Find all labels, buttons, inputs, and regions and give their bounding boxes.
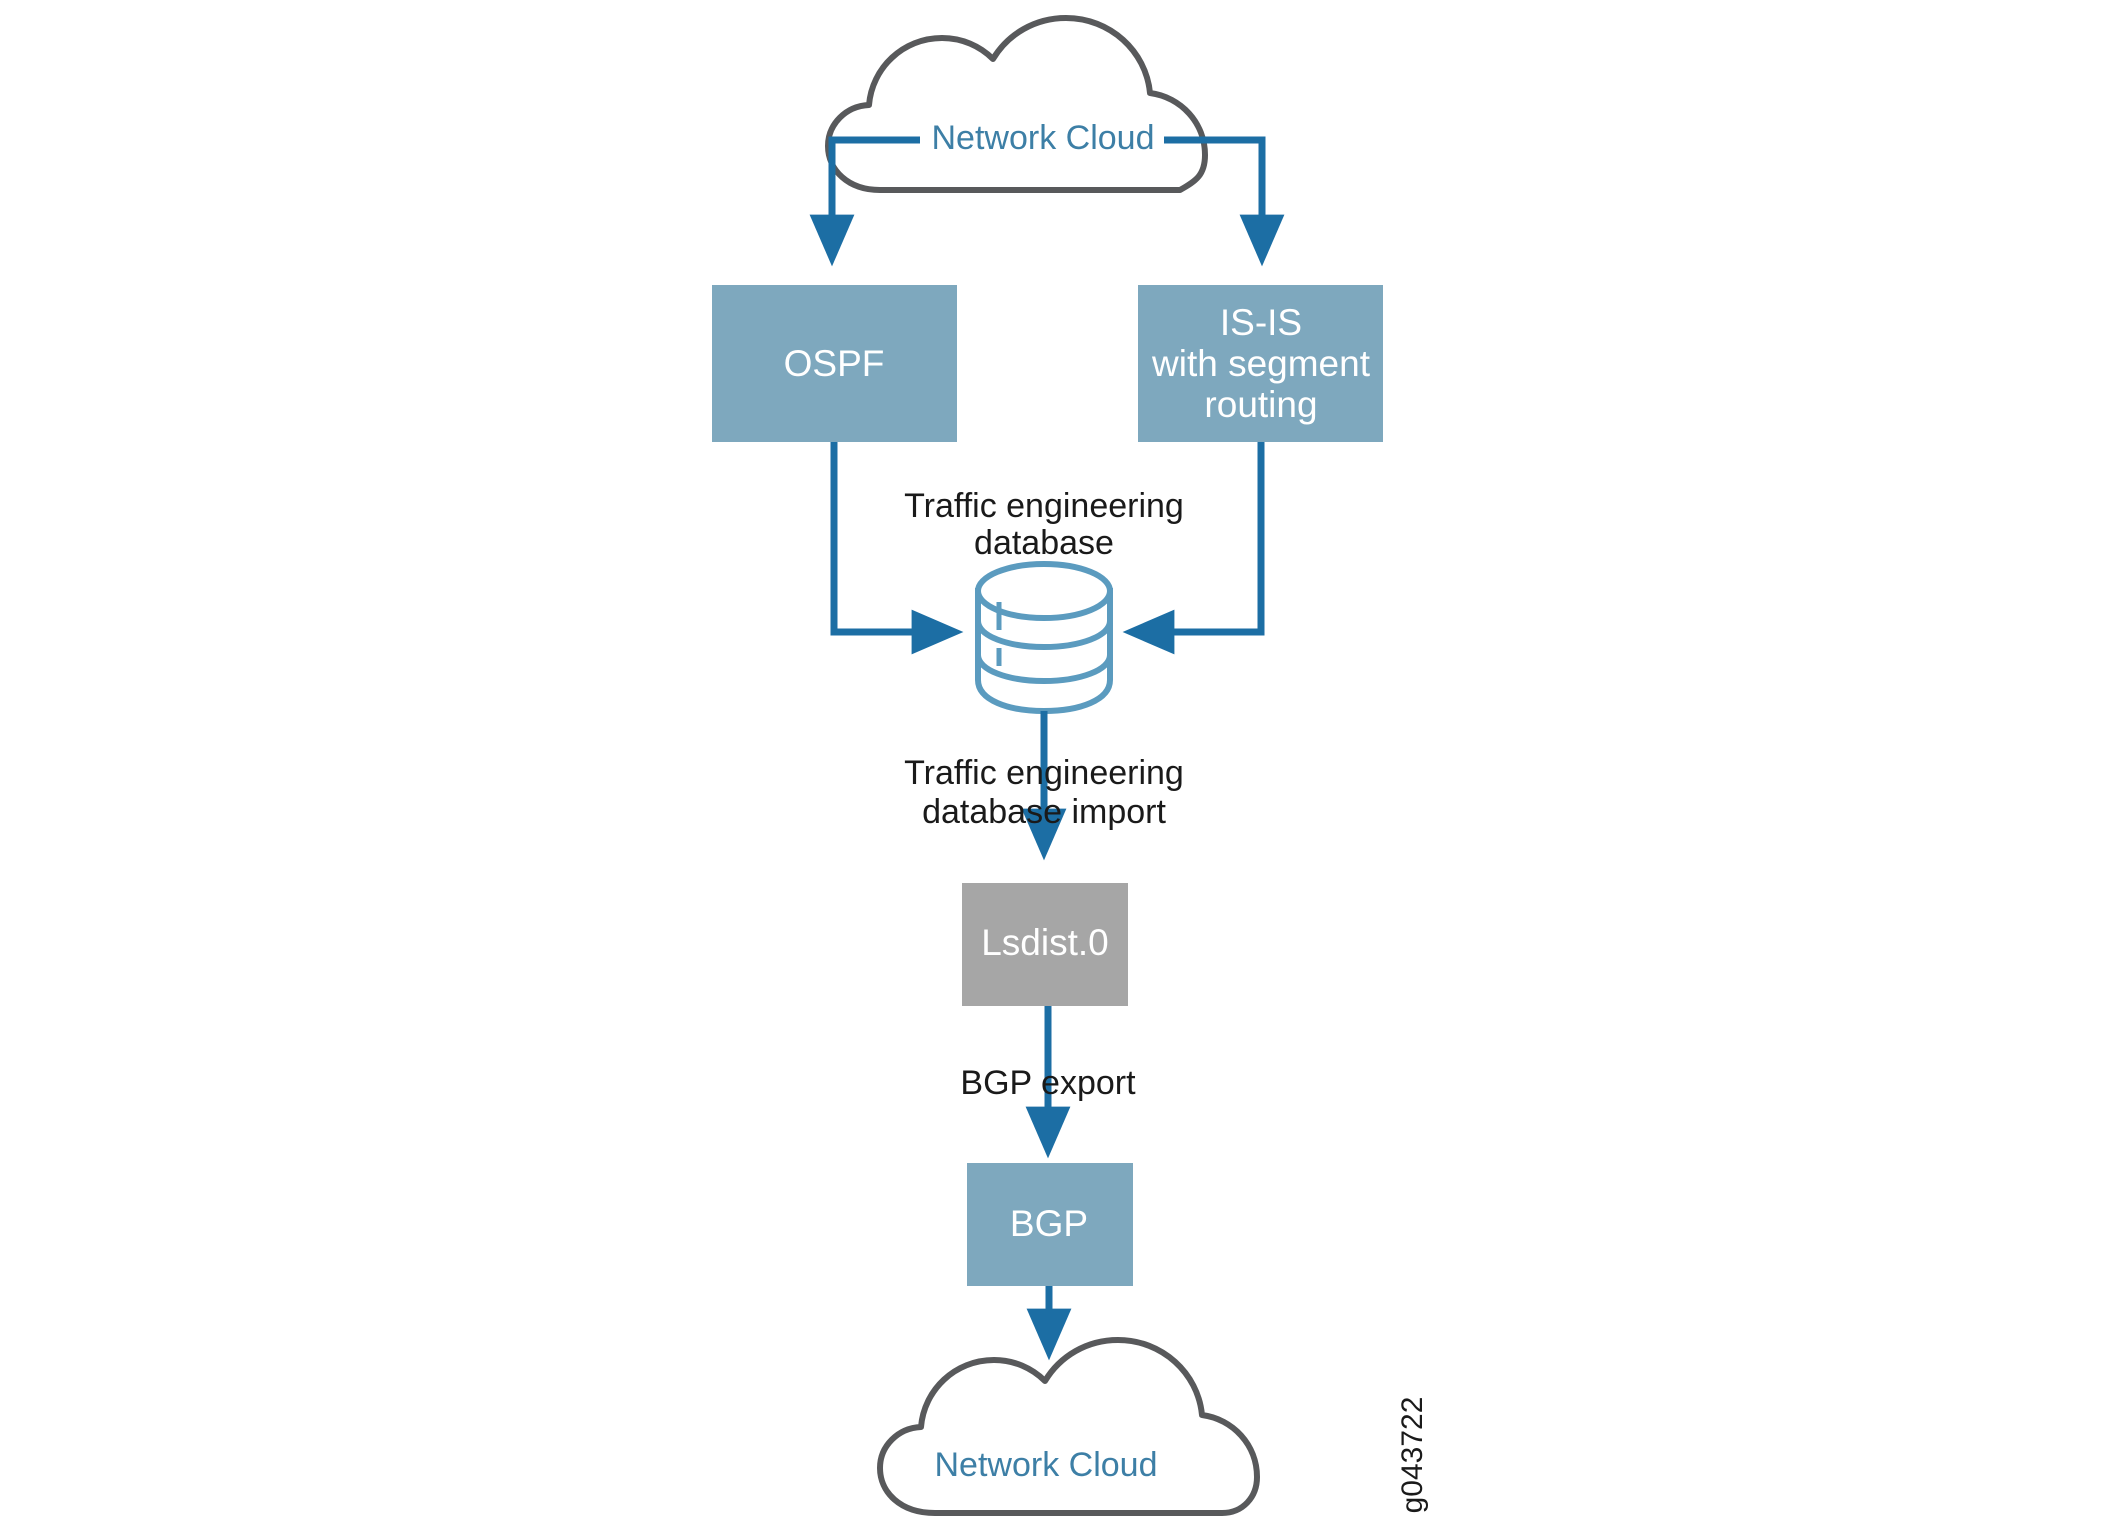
figure-id <box>1396 1397 1429 1514</box>
isis-label-line3: routing <box>1204 383 1318 425</box>
bgp-export-label: BGP export <box>960 1063 1136 1102</box>
edge-isis-to-database <box>1131 442 1261 632</box>
database-caption <box>904 487 1184 562</box>
edge-label-database-import <box>904 754 1184 831</box>
ted-label-line2: database <box>974 523 1114 562</box>
node-lsdist <box>962 883 1128 1006</box>
ospf-label: OSPF <box>783 342 885 384</box>
figure-id-label: g043722 <box>1395 1396 1429 1514</box>
ted-label-line1: Traffic engineering <box>904 486 1184 525</box>
node-isis <box>1138 285 1383 442</box>
bgp-label: BGP <box>1009 1202 1089 1244</box>
isis-label-line1: IS-IS <box>1219 301 1303 343</box>
edge-ospf-to-database <box>834 442 955 632</box>
edge-lsdist-to-bgp <box>960 1006 1136 1150</box>
node-cloud-top <box>828 18 1205 190</box>
isis-label-line2: with segment <box>1152 342 1370 384</box>
import-label-line1: Traffic engineering <box>904 753 1184 792</box>
lsdist-label: Lsdist.0 <box>981 921 1109 963</box>
cloud-bottom-label: Network Cloud <box>934 1445 1158 1484</box>
node-bgp <box>967 1163 1133 1286</box>
node-ospf <box>712 285 957 442</box>
node-cloud-bottom <box>880 1340 1257 1513</box>
cloud-top-label: Network Cloud <box>931 118 1155 157</box>
import-label-line2: database import <box>922 792 1166 831</box>
